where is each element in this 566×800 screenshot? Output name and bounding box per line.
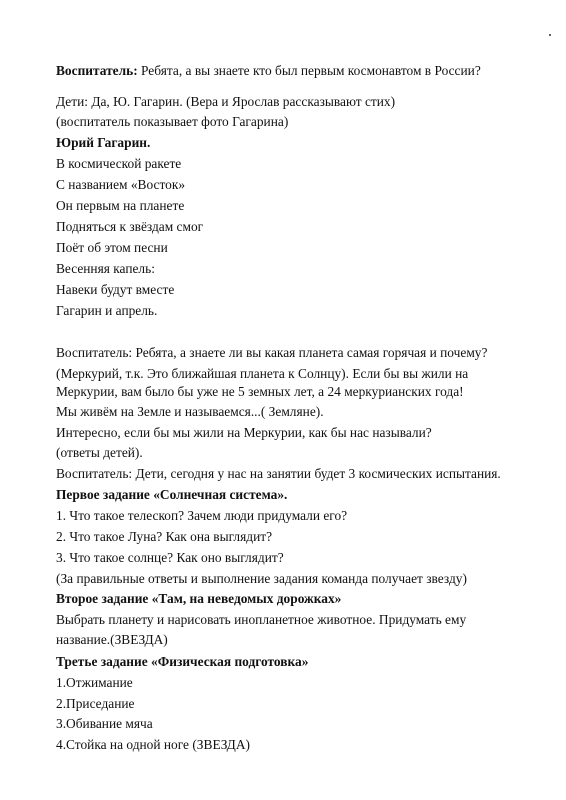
poem-title: Юрий Гагарин.	[56, 135, 151, 150]
paragraph-mercury-answer-cont: Меркурии, вам было бы уже не 5 земных лет, а 24 меркурианских года!	[56, 384, 464, 399]
task-3-item: 2.Приседание	[56, 696, 135, 711]
poem-line: Подняться к звёздам смог	[56, 219, 204, 234]
task-3-item: 3.Обивание мяча	[56, 716, 153, 731]
scan-dot-mark	[549, 34, 551, 36]
paragraph-children-answer: Дети: Да, Ю. Гагарин. (Вера и Ярослав рассказывают стих)	[56, 94, 396, 109]
poem-line: Он первым на планете	[56, 198, 185, 213]
task-1-reward-note: (За правильные ответы и выполнение задания команда получает звезду)	[56, 571, 467, 586]
task-1-item: 2. Что такое Луна? Как она выглядит?	[56, 529, 273, 544]
poem-line: Весенняя капель:	[56, 261, 155, 276]
poem-line: С названием «Восток»	[56, 177, 186, 192]
task-1-item: 3. Что такое солнце? Как оно выглядит?	[56, 550, 284, 565]
task-3-item: 1.Отжимание	[56, 675, 133, 690]
poem-line: Гагарин и апрель.	[56, 303, 158, 318]
speaker-label: Воспитатель:	[56, 63, 138, 78]
line-text: Ребята, а вы знаете кто был первым космонавтом в России?	[137, 63, 481, 78]
task-2-description-cont: название.(ЗВЕЗДА)	[56, 632, 168, 647]
paragraph-mercury-answer: (Меркурий, т.к. Это ближайшая планета к Солнцу). Если бы вы жили на	[56, 366, 469, 381]
paragraph-three-tests: Воспитатель: Дети, сегодня у нас на занятии будет 3 космических испытания.	[56, 466, 501, 481]
paragraph-mercury-name-question: Интересно, если бы мы жили на Меркурии, как бы нас называли?	[56, 425, 432, 440]
task-1-heading: Первое задание «Солнечная система».	[56, 487, 288, 502]
poem-line: Поёт об этом песни	[56, 240, 168, 255]
paragraph-photo-note: (воспитатель показывает фото Гагарина)	[56, 114, 289, 129]
poem-line: В космической ракете	[56, 156, 182, 171]
paragraph-children-responses: (ответы детей).	[56, 445, 143, 460]
task-1-item: 1. Что такое телескоп? Зачем люди придумали его?	[56, 508, 348, 523]
poem-line: Навеки будут вместе	[56, 282, 175, 297]
paragraph-hot-planet-question: Воспитатель: Ребята, а знаете ли вы какая планета самая горячая и почему?	[56, 345, 488, 360]
paragraph-earthlings: Мы живём на Земле и называемся...( Земляне).	[56, 404, 324, 419]
task-2-heading: Второе задание «Там, на неведомых дорожках»	[56, 591, 342, 606]
task-3-item: 4.Стойка на одной ноге (ЗВЕЗДА)	[56, 737, 250, 752]
task-3-heading: Третье задание «Физическая подготовка»	[56, 654, 309, 669]
task-2-description: Выбрать планету и нарисовать инопланетное животное. Придумать ему	[56, 612, 467, 627]
paragraph-educator-question	[56, 63, 481, 79]
